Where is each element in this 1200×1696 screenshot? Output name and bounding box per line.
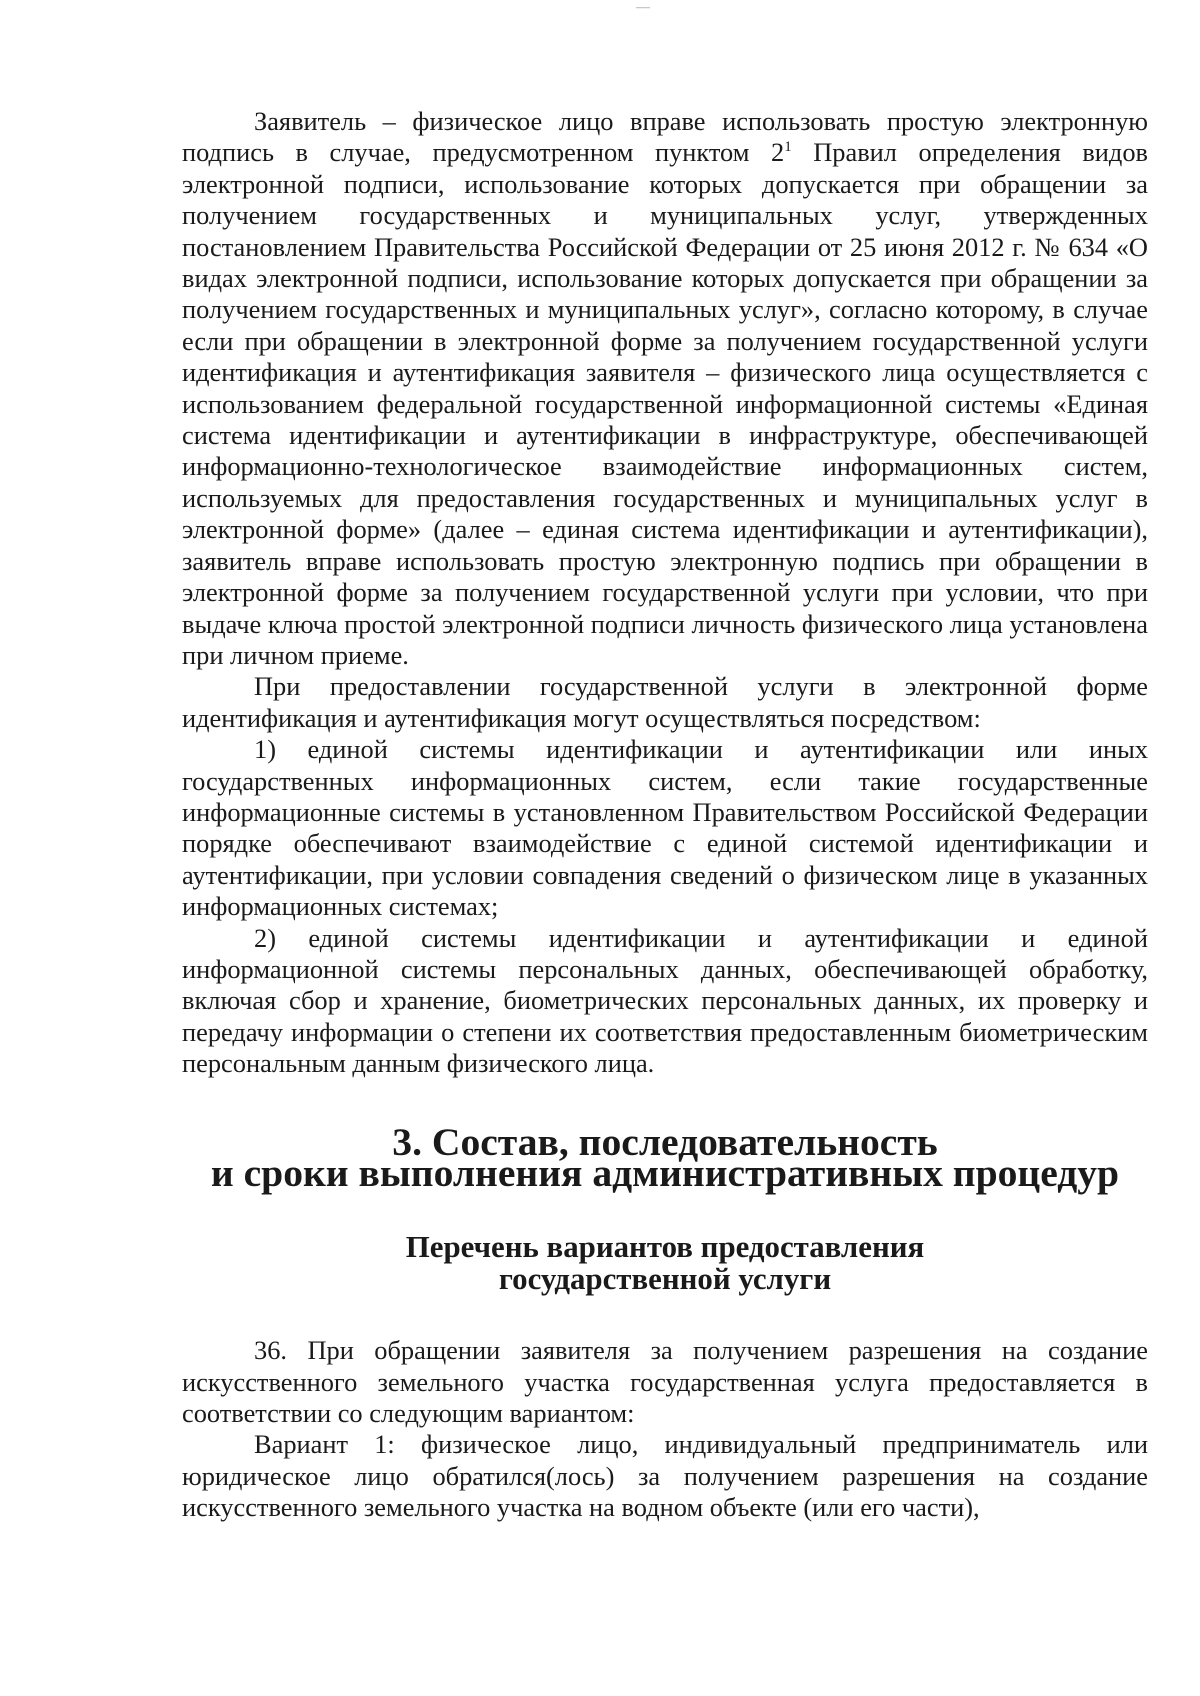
- section-heading-line-1: 3. Состав, последовательность: [392, 1119, 938, 1164]
- paragraph-text: Заявитель – физическое лицо вправе использовать простую электронную подпись в случае, предусмотренном пунктом 2: [182, 106, 1148, 168]
- document-body: [182, 106, 1148, 1524]
- page-top-marker: —: [636, 0, 650, 15]
- footnote-superscript: 1: [784, 139, 792, 156]
- paragraph-simple-signature: [182, 106, 1148, 671]
- section-heading-line-2: и сроки выполнения административных процедур: [210, 1151, 1120, 1195]
- list-item-1: 1) единой системы идентификации и аутентификации или иных государственных информационных систем, если такие государственные информационные системы в установленном Правительством Российской Федерации порядке обеспечивают взаимодействие с единой системой идентификации и аутентификации, при условии совпадения сведений о физическом лице в указанных информационных системах;: [182, 734, 1148, 922]
- subsection-heading-line-2: государственной услуги: [498, 1260, 832, 1296]
- subsection-heading-line-1: Перечень вариантов предоставления: [405, 1229, 925, 1265]
- paragraph-36: 36. При обращении заявителя за получением разрешения на создание искусственного земельного участка государственная услуга предоставляется в соответствии со следующим вариантом:: [182, 1335, 1148, 1429]
- paragraph-variant-1: Вариант 1: физическое лицо, индивидуальный предприниматель или юридическое лицо обратился(лось) за получением разрешения на создание искусственного земельного участка на водном объекте (или его части),: [182, 1429, 1148, 1523]
- subsection-heading: [182, 1231, 1148, 1294]
- paragraph-identification-means: При предоставлении государственной услуги в электронной форме идентификация и аутентификация могут осуществляться посредством:: [182, 671, 1148, 733]
- paragraph-text: Правил определения видов электронной подписи, использование которых допускается при обращении за получением государственных и муниципальных услуг, утвержденных постановлением Правительства Российской Федерации от 25 июня 2012 г. № 634 «О видах электронной подписи, использование которых допускается при обращении за получением государственных и муниципальных услуг», согласно которому, в случае если при обращении в электронной форме за получением государственной услуги идентификация и аутентификация заявителя – физического лица осуществляется с использованием федеральной государственной информационной системы «Единая система идентификации и аутентификации в инфраструктуре, обеспечивающей информационно-технологическое взаимодействие информационных систем, используемых для предоставления государственных и муниципальных услуг в электронной форме» (далее – единая система идентификации и аутентификации), заявитель вправе использовать простую электронную подпись при обращении в электронной форме за получением государственной услуги при условии, что при выдаче ключа простой электронной подписи личность физического лица установлена при личном приеме.: [182, 137, 1149, 670]
- list-item-2: 2) единой системы идентификации и аутентификации и единой информационной системы персональных данных, обеспечивающей обработку, включая сбор и хранение, биометрических персональных данных, их проверку и передачу информации о степени их соответствия предоставленным биометрическим персональным данным физического лица.: [182, 922, 1148, 1079]
- section-heading: [182, 1119, 1148, 1195]
